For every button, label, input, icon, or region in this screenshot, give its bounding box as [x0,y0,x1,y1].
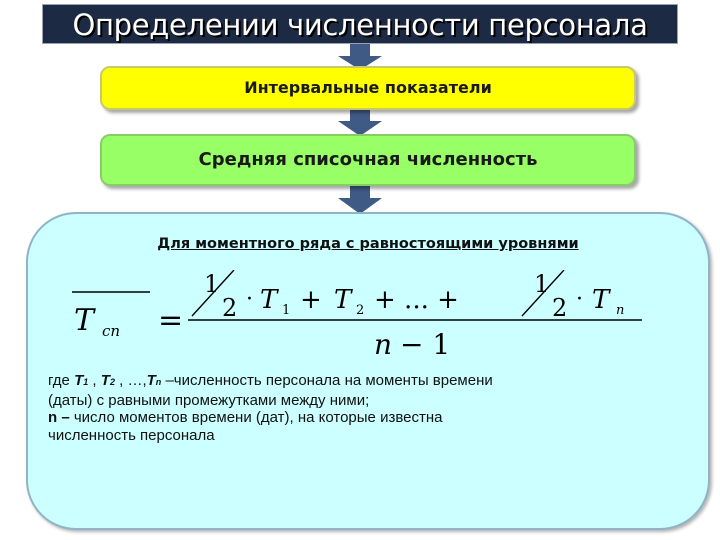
arrow-down-icon [335,184,385,214]
description-line-1 [48,372,668,392]
half-denominator-2: 2 [552,294,568,322]
description-text: –численность персонала на моменты времени [161,372,493,389]
denominator-minus-one: − 1 [400,328,451,360]
description-line-2: (даты) с равными промежутками между ними; [48,391,370,409]
formula-panel [26,212,710,530]
separator: , [88,372,101,389]
var-tn: T [146,372,156,389]
separator: , …, [114,372,147,389]
t1: T [260,285,278,315]
description-line-4: численность персонала [48,426,215,444]
n-label: n – [48,409,70,426]
equals-sign: = [158,303,184,338]
t2: T [334,285,352,315]
half-denominator: 2 [222,294,238,322]
lhs-t: T [74,303,95,338]
plus-sign: + [300,285,322,315]
tn-subscript: n [616,303,625,318]
denominator-n: n [374,328,393,360]
description-line-3 [48,409,668,427]
lhs-subscript: сп [102,322,121,340]
where-label: где [48,372,75,389]
average-headcount-formula [64,270,654,360]
interval-indicators-box: Интервальные показатели [100,66,636,110]
t2-subscript: 2 [356,303,365,318]
var-t1-sub: 1 [83,377,89,387]
dot-operator: · [246,287,253,312]
description-text: число моментов времени (дат), на которые известна [69,409,443,426]
tn: T [592,285,610,315]
arrow-down-icon [335,108,385,136]
ellipsis-sum: + ... + [374,285,459,315]
var-tn-sub: n [155,377,162,387]
dot-operator-2: · [576,287,583,312]
panel-heading: Для моментного ряда с равностоящими уровнями [157,236,579,252]
slide-title: Определении численности персонала [42,4,678,44]
formula-description [48,372,668,444]
var-t2-sub: 2 [109,377,115,387]
average-headcount-box: Средняя списочная численность [100,134,636,186]
var-t1: T [74,372,84,389]
t1-subscript: 1 [282,303,291,318]
half-numerator: 1 [204,270,220,298]
var-t2: T [100,372,110,389]
half-numerator-2: 1 [534,270,550,298]
